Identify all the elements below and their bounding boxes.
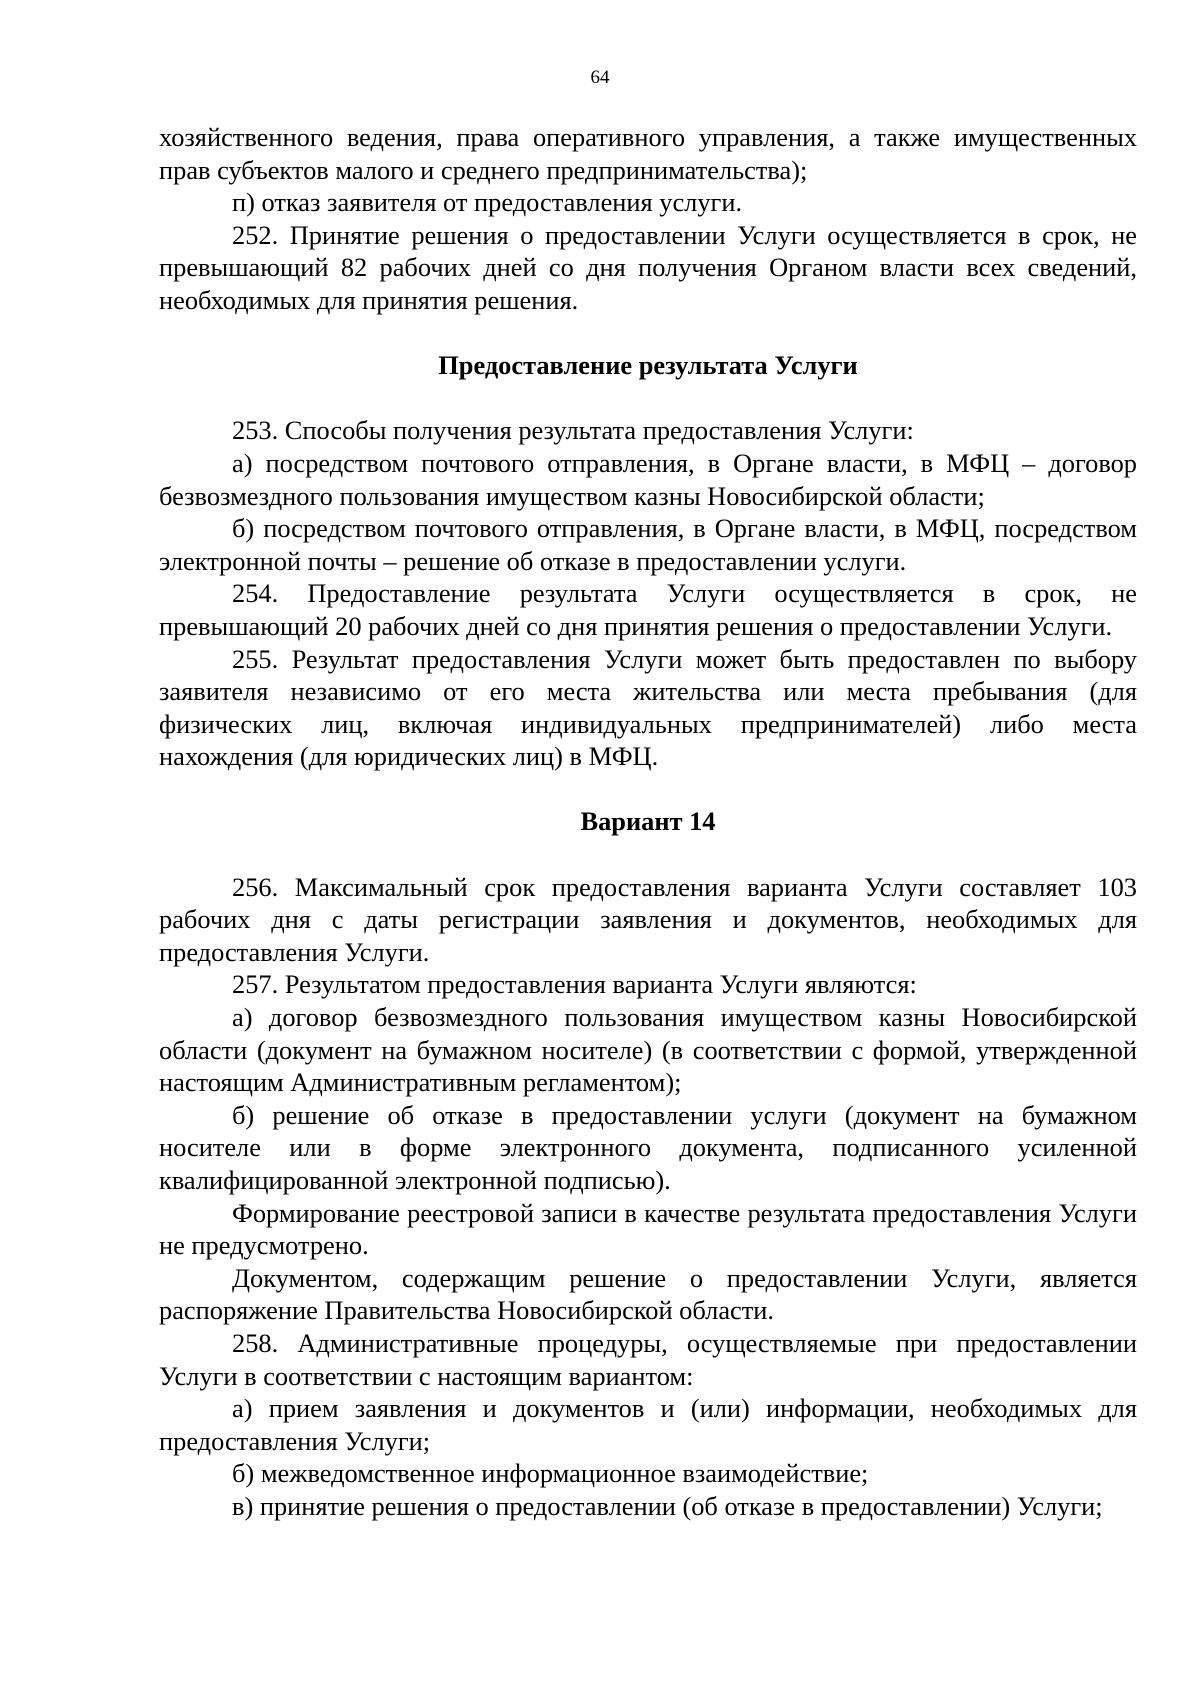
list-item-253-a: а) посредством почтового отправления, в Органе власти, в МФЦ – договор безвозмездного пользования имуществом казны Новосибирской области;	[159, 447, 1137, 511]
list-item-258-v: в) принятие решения о предоставлении (об отказе в предоставлении) Услуги;	[232, 1490, 1103, 1521]
paragraph-257: 257. Результатом предоставления варианта Услуги являются:	[232, 969, 917, 1000]
paragraph-decision-document: Документом, содержащим решение о предоставлении Услуги, является распоряжение Правительства Новосибирской области.	[159, 1262, 1137, 1326]
document-body	[159, 121, 1137, 1523]
list-item-257-a: а) договор безвозмездного пользования имуществом казны Новосибирской области (документ на бумажном носителе) (в соответствии с формой, утвержденной настоящим Административным регламентом);	[159, 1002, 1137, 1098]
paragraph-252: 252. Принятие решения о предоставлении Услуги осуществляется в срок, не превышающий 82 рабочих дней со дня получения Органом власти всех сведений, необходимых для принятия решения.	[159, 219, 1137, 315]
paragraph-258: 258. Административные процедуры, осуществляемые при предоставлении Услуги в соответствии с настоящим вариантом:	[159, 1327, 1137, 1391]
paragraph-256: 256. Максимальный срок предоставления варианта Услуги составляет 103 рабочих дня с даты регистрации заявления и документов, необходимых для предоставления Услуги.	[159, 871, 1137, 967]
list-item-p: п) отказ заявителя от предоставления услуги.	[232, 187, 743, 218]
paragraph-255: 255. Результат предоставления Услуги может быть предоставлен по выбору заявителя независимо от его места жительства или места пребывания (для физических лиц, включая индивидуальных предпринимателей) либо места нахождения (для юридических лиц) в МФЦ.	[159, 643, 1137, 772]
page-number: 64	[590, 67, 610, 88]
list-item-258-a: а) прием заявления и документов и (или) информации, необходимых для предоставления Услуги;	[159, 1393, 1137, 1456]
section-heading-variant-14: Вариант 14	[580, 806, 716, 837]
paragraph-continuation: хозяйственного ведения, права оперативного управления, а также имущественных прав субъектов малого и среднего предпринимательства);	[159, 122, 1137, 185]
list-item-257-b: б) решение об отказе в предоставлении услуги (документ на бумажном носителе или в форме электронного документа, подписанного усиленной квалифицированной электронной подписью).	[159, 1099, 1137, 1195]
section-heading-result: Предоставление результата Услуги	[438, 350, 858, 381]
paragraph-registry-record: Формирование реестровой записи в качестве результата предоставления Услуги не предусмотрено.	[159, 1197, 1137, 1261]
paragraph-254: 254. Предоставление результата Услуги осуществляется в срок, не превышающий 20 рабочих дней со дня принятия решения о предоставлении Услуги.	[159, 578, 1137, 641]
list-item-253-b: б) посредством почтового отправления, в Органе власти, в МФЦ, посредством электронной почты – решение об отказе в предоставлении услуги.	[159, 513, 1137, 576]
paragraph-253: 253. Способы получения результата предоставления Услуги:	[232, 415, 914, 446]
list-item-258-b: б) межведомственное информационное взаимодействие;	[232, 1458, 869, 1489]
